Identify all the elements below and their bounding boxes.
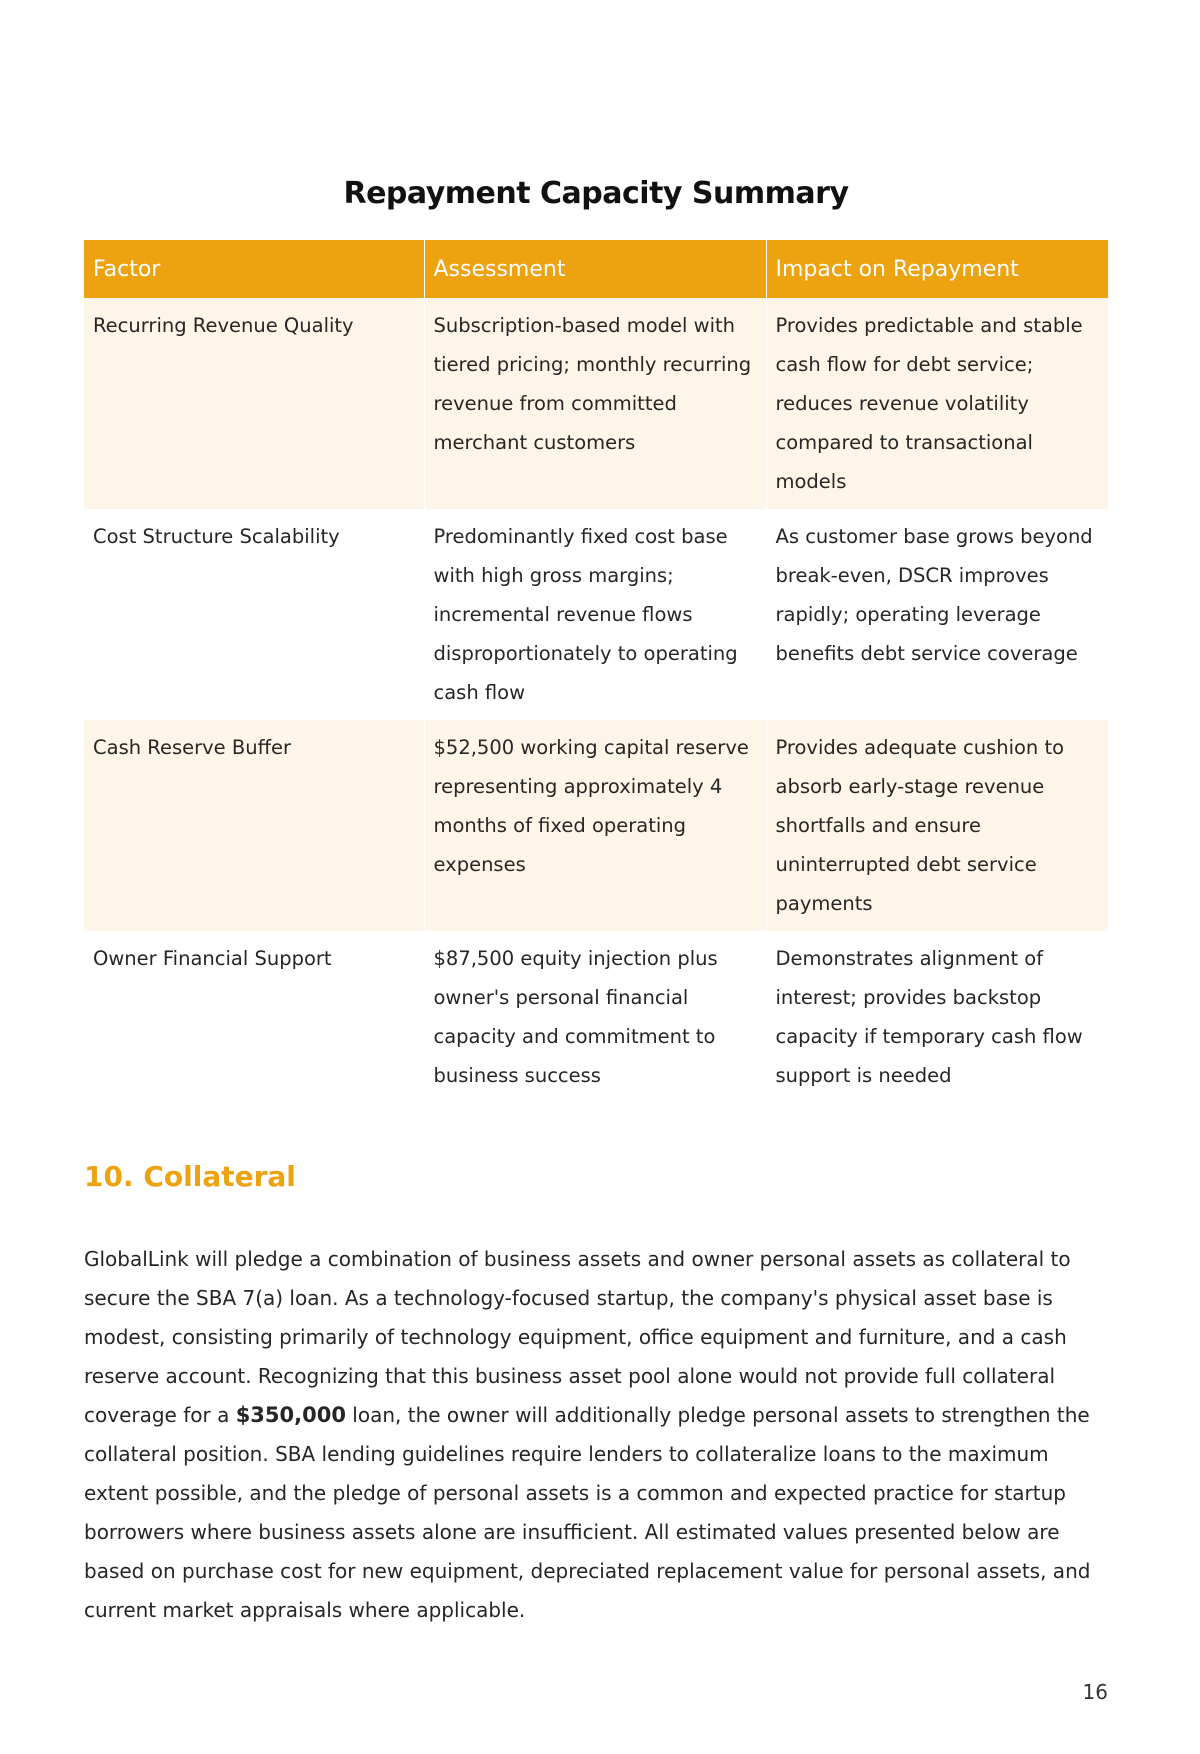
- cell-impact: Demonstrates alignment of interest; provides backstop capacity if temporary cash flow support is needed: [775, 947, 1083, 1087]
- cell-assessment: $52,500 working capital reserve representing approximately 4 months of fixed operating expenses: [424, 720, 766, 931]
- cell-assessment: $87,500 equity injection plus owner's personal financial capacity and commitment to business success: [424, 931, 766, 1103]
- section-heading: 10. Collateral: [84, 1160, 296, 1193]
- page-number: 16: [1082, 1680, 1108, 1704]
- table-row: [84, 931, 1108, 1103]
- table-header-row: [84, 240, 1108, 298]
- header-factor: Factor: [84, 240, 424, 298]
- loan-amount: $350,000: [235, 1403, 346, 1427]
- repayment-capacity-table: [84, 240, 1108, 1103]
- header-impact: Impact on Repayment: [766, 240, 1108, 298]
- table-title: Repayment Capacity Summary: [343, 176, 849, 211]
- paragraph-text: loan, the owner will additionally pledge personal assets to strengthen the collateral position. SBA lending guidelines require lenders to collateralize loans to the maximum extent possible, and the pledge of personal assets is a common and expected practice for startup borrowers where business assets alone are insufficient. All estimated values presented below are based on purchase cost for new equipment, depreciated replacement value for personal assets, and current market appraisals where applicable.: [84, 1403, 1091, 1622]
- table-row: [84, 509, 1108, 720]
- table-row: [84, 720, 1108, 931]
- cell-factor: Recurring Revenue Quality: [84, 298, 424, 509]
- cell-factor: Cost Structure Scalability: [84, 509, 424, 720]
- header-assessment: Assessment: [424, 240, 766, 298]
- cell-factor: Cash Reserve Buffer: [84, 720, 424, 931]
- cell-assessment: Subscription-based model with tiered pricing; monthly recurring revenue from committed merchant customers: [424, 298, 766, 509]
- cell-impact: Provides adequate cushion to absorb early-stage revenue shortfalls and ensure uninterrupted debt service payments: [766, 720, 1108, 931]
- table-row: [84, 298, 1108, 509]
- cell-assessment: Predominantly fixed cost base with high gross margins; incremental revenue flows disproportionately to operating cash flow: [424, 509, 766, 720]
- paragraph-text: GlobalLink will pledge a combination of business assets and owner personal assets as collateral to secure the SBA 7(a) loan. As a technology-focused startup, the company's physical asset base is modest, consisting primarily of technology equipment, office equipment and furniture, and a cash reserve account. Recognizing that this business asset pool alone would not provide full collateral coverage for a: [84, 1247, 1071, 1427]
- cell-impact: As customer base grows beyond break-even, DSCR improves rapidly; operating leverage benefits debt service coverage: [775, 525, 1093, 665]
- cell-impact: Provides predictable and stable cash flow for debt service; reduces revenue volatility compared to transactional models: [766, 298, 1108, 509]
- cell-factor: Owner Financial Support: [84, 931, 424, 1103]
- collateral-paragraph: [84, 1240, 1108, 1630]
